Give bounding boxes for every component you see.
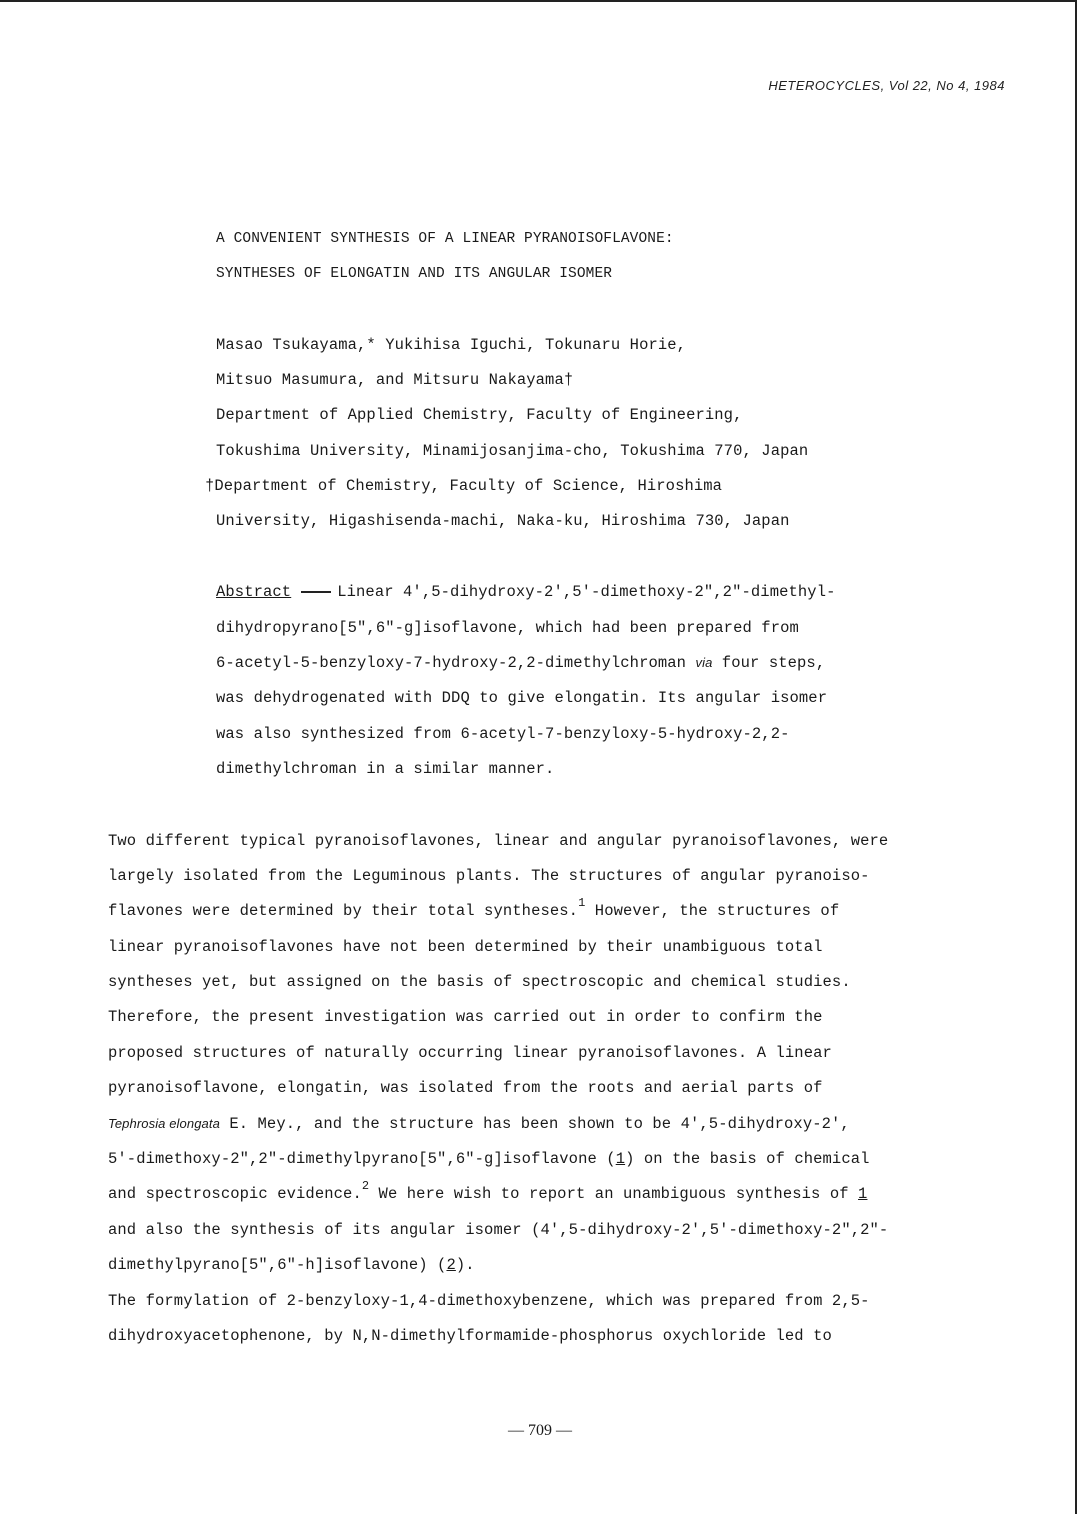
body-text-10a: 5'-dimethoxy-2",2"-dimethylpyrano[5",6"-g]isoflavone ( <box>108 1150 616 1168</box>
body-line-3 <box>108 896 840 922</box>
abstract-line-1 <box>216 582 836 602</box>
body-line-2: largely isolated from the Leguminous plants. The structures of angular pyranoiso- <box>108 867 870 885</box>
body-line-10 <box>108 1149 870 1169</box>
body-line-7: proposed structures of naturally occurring linear pyranoisoflavones. A linear <box>108 1044 832 1062</box>
abstract-line-2: dihydropyrano[5",6"-g]isoflavone, which had been prepared from <box>216 619 799 637</box>
abstract-line-4: was dehydrogenated with DDQ to give elongatin. Its angular isomer <box>216 689 828 707</box>
body-line-12: and also the synthesis of its angular isomer (4',5-dihydroxy-2',5'-dimethoxy-2",2"- <box>108 1221 889 1239</box>
body-line-5: syntheses yet, but assigned on the basis of spectroscopic and chemical studies. <box>108 973 851 991</box>
body-text-9b: E. Mey., and the structure has been shown to be 4',5-dihydroxy-2', <box>219 1115 850 1133</box>
body-text-3a: flavones were determined by their total syntheses. <box>108 902 579 920</box>
body-line-15: dihydroxyacetophenone, by N,N-dimethylformamide-phosphorus oxychloride led to <box>108 1327 832 1345</box>
body-line-14: The formylation of 2-benzyloxy-1,4-dimethoxybenzene, which was prepared from 2,5- <box>108 1292 870 1310</box>
body-line-11 <box>108 1179 868 1205</box>
abstract-text-3c: four steps, <box>712 654 826 672</box>
abstract-label: Abstract <box>216 583 292 601</box>
title-line-2: SYNTHESES OF ELONGATIN AND ITS ANGULAR ISOMER <box>216 266 613 282</box>
abstract-dash <box>301 591 331 593</box>
scan-border-top <box>0 0 1077 2</box>
body-text-11a: and spectroscopic evidence. <box>108 1185 362 1203</box>
body-line-9 <box>108 1114 850 1134</box>
authors-line-1: Masao Tsukayama,* Yukihisa Iguchi, Tokunaru Horie, <box>216 336 687 354</box>
body-text-10b: ) on the basis of chemical <box>625 1150 870 1168</box>
body-text-3b: However, the structures of <box>585 902 840 920</box>
footnote-ref-1: 1 <box>578 896 586 910</box>
journal-header: HETEROCYCLES, Vol 22, No 4, 1984 <box>768 78 1005 93</box>
abstract-line-3 <box>216 653 825 673</box>
affiliation-1-line-1: Department of Applied Chemistry, Faculty of Engineering, <box>216 406 743 424</box>
abstract-text-1: Linear 4',5-dihydroxy-2',5'-dimethoxy-2",2"-dimethyl- <box>337 583 836 601</box>
body-text-13b: ). <box>455 1256 475 1274</box>
authors-line-2: Mitsuo Masumura, and Mitsuru Nakayama† <box>216 371 574 389</box>
title-line-1: A CONVENIENT SYNTHESIS OF A LINEAR PYRANOISOFLAVONE: <box>216 231 674 247</box>
compound-ref-2: 2 <box>446 1256 456 1274</box>
body-line-8: pyranoisoflavone, elongatin, was isolated from the roots and aerial parts of <box>108 1079 823 1097</box>
body-text-13a: dimethylpyrano[5",6"-h]isoflavone) ( <box>108 1256 447 1274</box>
abstract-line-6: dimethylchroman in a similar manner. <box>216 760 555 778</box>
body-line-13 <box>108 1255 475 1275</box>
compound-ref-1: 1 <box>615 1150 626 1168</box>
body-line-6: Therefore, the present investigation was carried out in order to confirm the <box>108 1008 823 1026</box>
body-line-4: linear pyranoisoflavones have not been determined by their unambiguous total <box>108 938 823 956</box>
compound-ref-1b: 1 <box>858 1185 868 1203</box>
body-line-1: Two different typical pyranoisoflavones, linear and angular pyranoisoflavones, were <box>108 832 889 850</box>
affiliation-2-line-1: †Department of Chemistry, Faculty of Science, Hiroshima <box>205 477 723 495</box>
abstract-text-3a: 6-acetyl-5-benzyloxy-7-hydroxy-2,2-dimethylchroman <box>216 654 696 672</box>
affiliation-2-line-2: University, Higashisenda-machi, Naka-ku, Hiroshima 730, Japan <box>216 512 790 530</box>
body-text-11b: We here wish to report an unambiguous synthesis of <box>369 1185 859 1203</box>
affiliation-1-line-2: Tokushima University, Minamijosanjima-cho, Tokushima 770, Japan <box>216 442 809 460</box>
abstract-via: via <box>695 655 713 670</box>
abstract-line-5: was also synthesized from 6-acetyl-7-benzyloxy-5-hydroxy-2,2- <box>216 725 790 743</box>
page-number: — 709 — <box>508 1422 572 1439</box>
footnote-ref-2: 2 <box>361 1179 370 1193</box>
species-name: Tephrosia elongata <box>108 1116 220 1131</box>
